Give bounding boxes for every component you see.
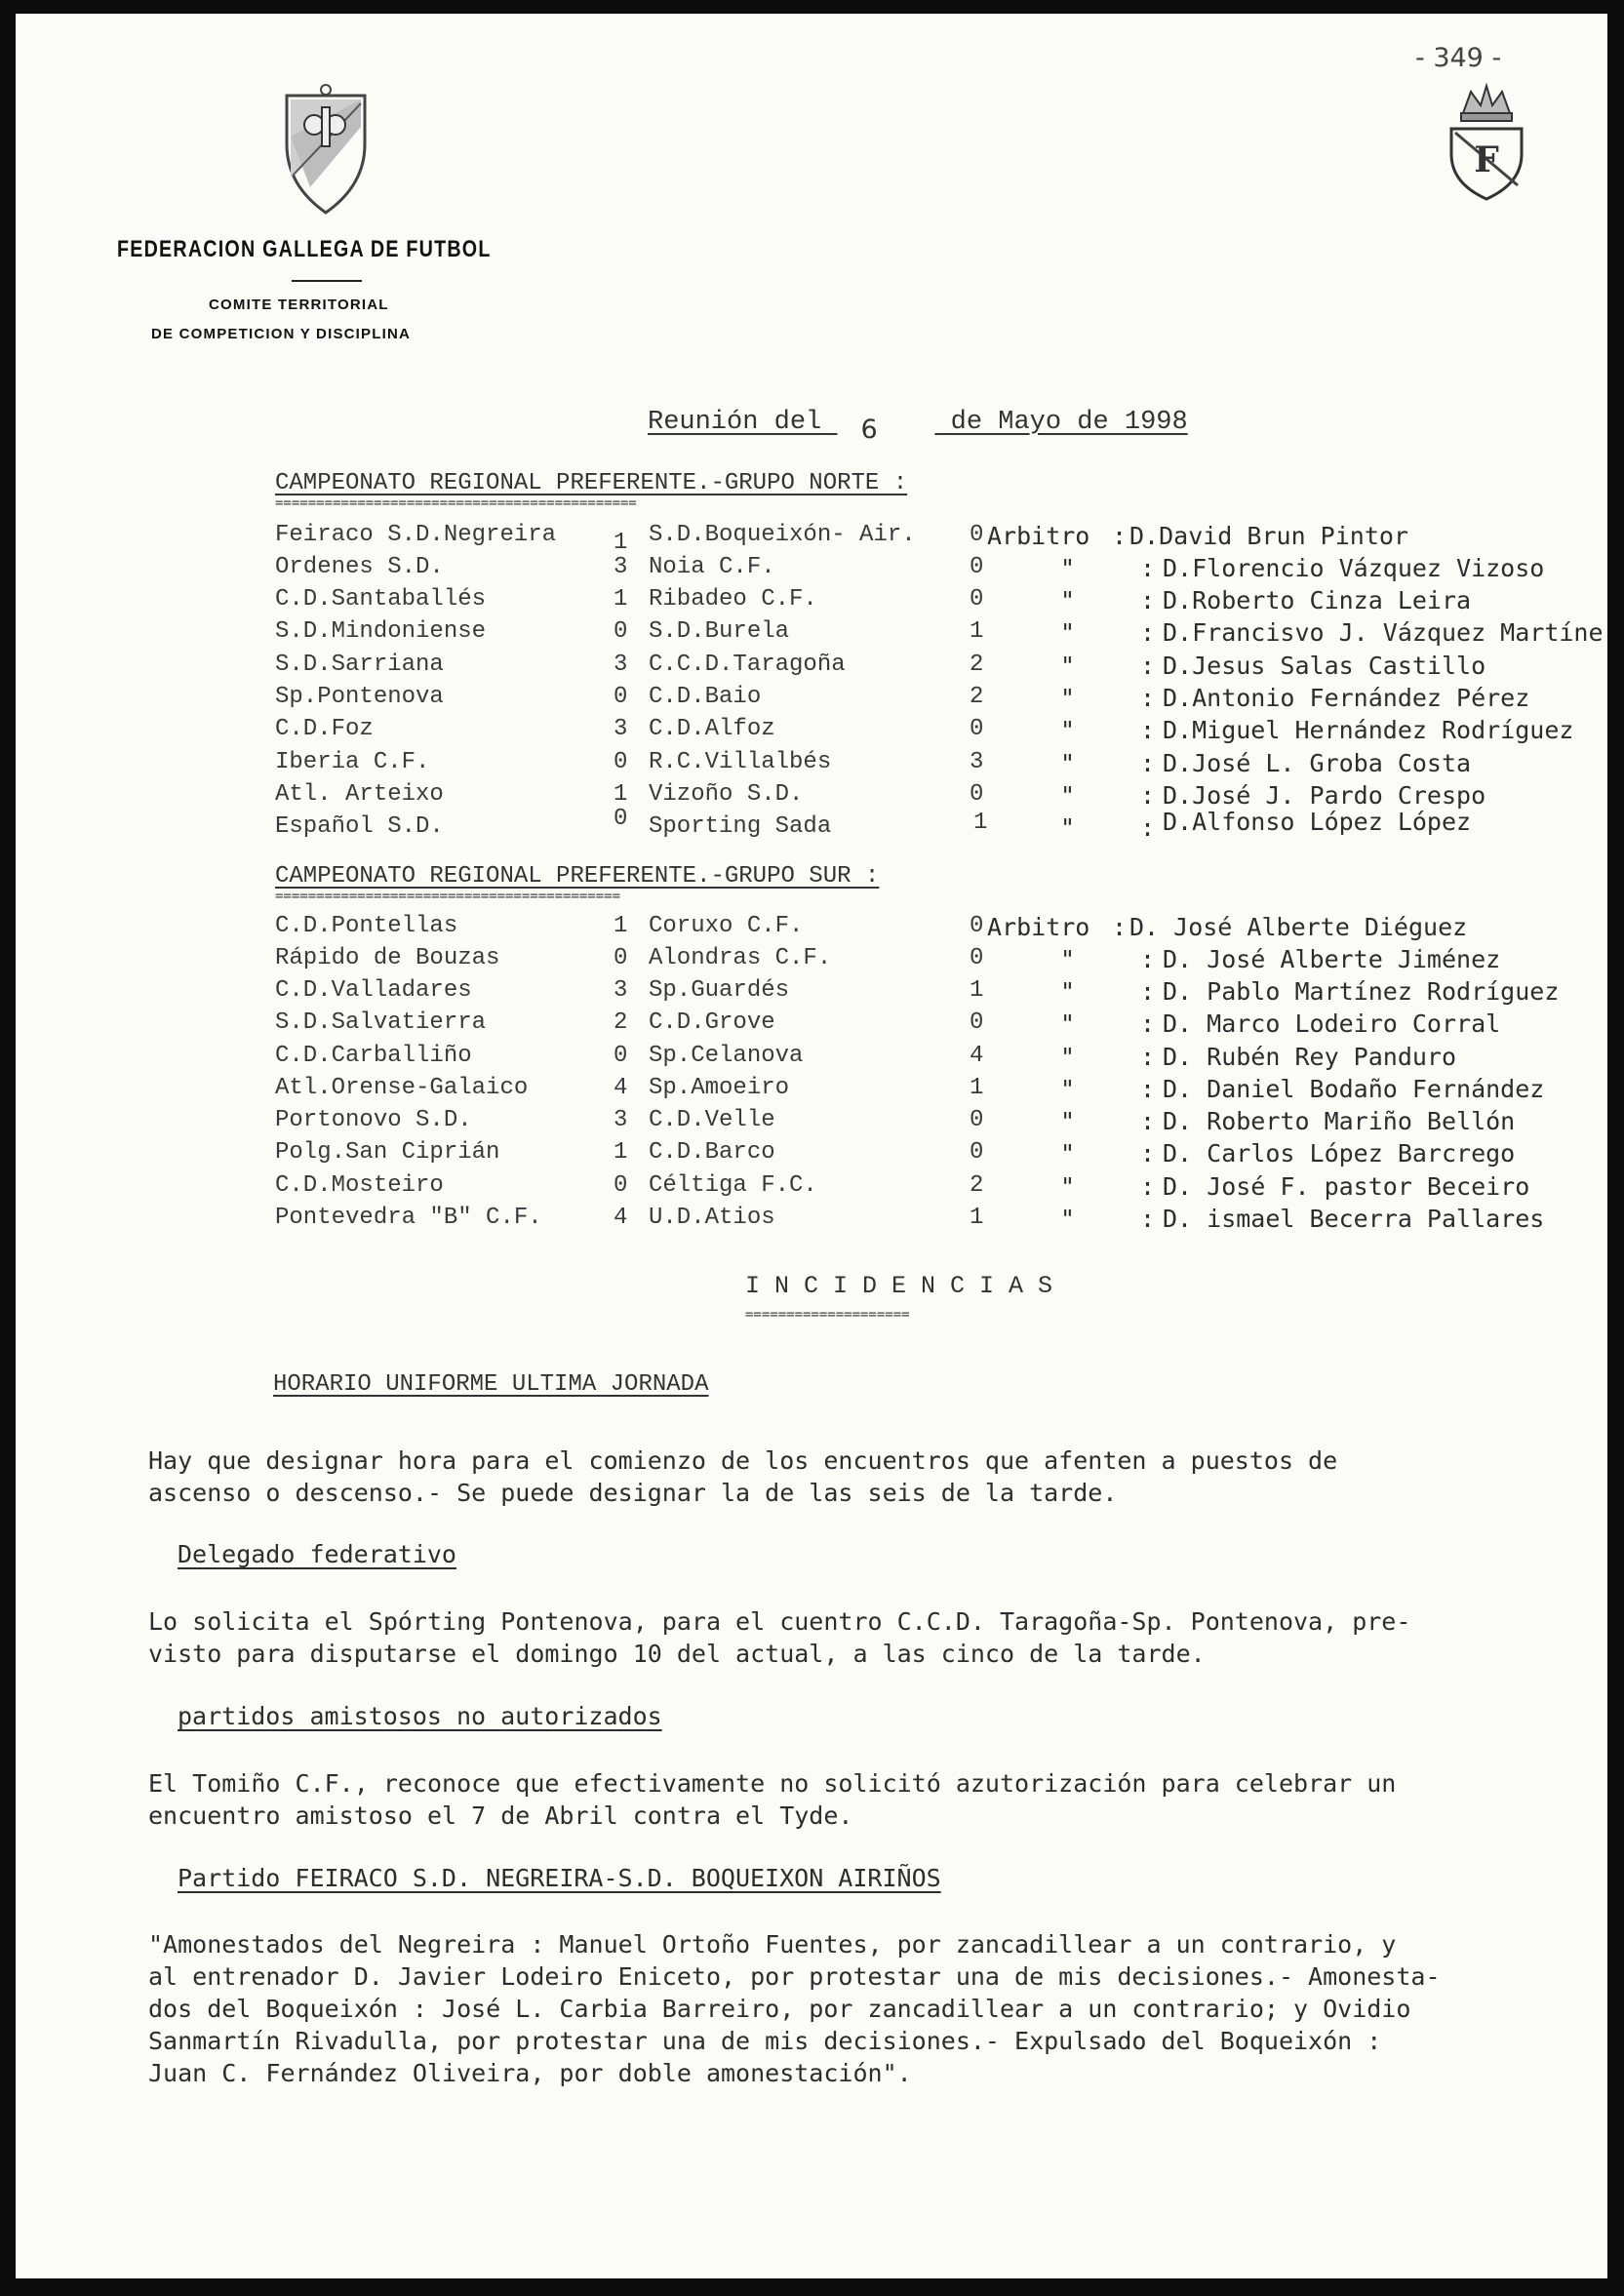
header-divider bbox=[292, 280, 362, 282]
match-cell: : bbox=[1112, 522, 1128, 550]
match-cell: : bbox=[1140, 945, 1156, 973]
match-cell: C.D.Valladares bbox=[275, 977, 472, 1004]
match-cell: 0 bbox=[614, 749, 628, 775]
match-cell: " bbox=[1060, 554, 1076, 582]
match-cell: 1 bbox=[614, 781, 628, 808]
federation-name: FEDERACION GALLEGA DE FUTBOL bbox=[117, 236, 492, 262]
match-cell: : bbox=[1112, 913, 1128, 941]
match-cell: D.José L. Groba Costa bbox=[1163, 749, 1472, 777]
match-cell: 1 bbox=[614, 1139, 628, 1166]
match-cell: " bbox=[1060, 618, 1076, 647]
match-cell: D. Rubén Rey Panduro bbox=[1163, 1043, 1457, 1071]
match-cell: : bbox=[1140, 977, 1156, 1006]
match-cell: Sporting Sada bbox=[649, 813, 832, 840]
match-cell: D. Pablo Martínez Rodríguez bbox=[1163, 977, 1560, 1006]
match-cell: " bbox=[1060, 1139, 1076, 1168]
match-cell: C.D.Grove bbox=[649, 1009, 775, 1036]
match-cell: 0 bbox=[614, 684, 628, 710]
match-cell: Alondras C.F. bbox=[649, 945, 832, 971]
match-cell: Sp.Guardés bbox=[649, 977, 790, 1004]
match-cell: " bbox=[1060, 1075, 1076, 1103]
match-cell: Polg.San Ciprián bbox=[275, 1139, 500, 1166]
meeting-title bbox=[648, 408, 1188, 445]
match-cell: Ribadeo C.F. bbox=[649, 586, 817, 613]
match-cell: Iberia C.F. bbox=[275, 749, 430, 775]
match-cell: 0 bbox=[970, 586, 984, 613]
match-cell: : bbox=[1140, 554, 1156, 582]
heading-amistosos: partidos amistosos no autorizados bbox=[178, 1702, 662, 1730]
match-cell: 2 bbox=[614, 1009, 628, 1036]
match-cell: : bbox=[1140, 813, 1156, 842]
heading-partido: Partido FEIRACO S.D. NEGREIRA-S.D. BOQUEIXON AIRIÑOS bbox=[178, 1864, 941, 1892]
match-cell: 0 bbox=[970, 1009, 984, 1036]
match-cell: : bbox=[1140, 684, 1156, 712]
match-cell: D.Roberto Cinza Leira bbox=[1163, 586, 1472, 614]
match-cell: R.C.Villalbés bbox=[649, 749, 832, 775]
match-cell: 3 bbox=[614, 716, 628, 742]
match-cell: D. José Alberte Diéguez bbox=[1129, 913, 1468, 941]
match-cell: D. Carlos López Barcrego bbox=[1163, 1139, 1516, 1168]
match-cell: D. ismael Becerra Pallares bbox=[1163, 1205, 1545, 1233]
match-cell: 0 bbox=[970, 522, 984, 548]
match-cell: Rápido de Bouzas bbox=[275, 945, 500, 971]
committee-line-1: COMITE TERRITORIAL bbox=[209, 297, 389, 313]
match-cell: S.D.Burela bbox=[649, 618, 790, 645]
meeting-prefix: Reunión del bbox=[648, 408, 822, 437]
committee-line-2: DE COMPETICION Y DISCIPLINA bbox=[151, 326, 412, 342]
match-cell: 0 bbox=[970, 716, 984, 742]
match-cell: : bbox=[1140, 1075, 1156, 1103]
match-cell: 4 bbox=[614, 1205, 628, 1231]
match-cell: Ordenes S.D. bbox=[275, 554, 444, 580]
match-cell: 4 bbox=[614, 1075, 628, 1101]
match-cell: C.D.Velle bbox=[649, 1107, 775, 1133]
match-cell: Atl. Arteixo bbox=[275, 781, 444, 808]
match-cell: D.Francisvo J. Vázquez Martíne bbox=[1163, 618, 1604, 647]
match-cell: : bbox=[1140, 1043, 1156, 1071]
match-cell: Español S.D. bbox=[275, 813, 444, 840]
match-cell: 2 bbox=[970, 652, 984, 678]
match-cell: C.D.Foz bbox=[275, 716, 374, 742]
match-cell: D.José J. Pardo Crespo bbox=[1163, 781, 1486, 810]
meeting-suffix: de Mayo de 1998 bbox=[950, 408, 1188, 437]
match-cell: 0 bbox=[970, 1139, 984, 1166]
match-cell: : bbox=[1140, 1205, 1156, 1233]
match-cell: Feiraco S.D.Negreira bbox=[275, 522, 557, 548]
match-cell: 1 bbox=[970, 1205, 984, 1231]
match-cell: : bbox=[1140, 1139, 1156, 1168]
match-cell: U.D.Atios bbox=[649, 1205, 775, 1231]
match-cell: D.Antonio Fernández Pérez bbox=[1163, 684, 1530, 712]
match-cell: " bbox=[1060, 684, 1076, 712]
match-cell: 0 bbox=[614, 806, 628, 832]
match-cell: C.D.Alfoz bbox=[649, 716, 775, 742]
match-cell: D. Daniel Bodaño Fernández bbox=[1163, 1075, 1545, 1103]
match-cell: D. Marco Lodeiro Corral bbox=[1163, 1009, 1501, 1038]
match-cell: Atl.Orense-Galaico bbox=[275, 1075, 529, 1101]
svg-text:F: F bbox=[1474, 139, 1499, 180]
match-cell: 3 bbox=[614, 554, 628, 580]
match-cell: 2 bbox=[970, 1172, 984, 1199]
match-cell: Coruxo C.F. bbox=[649, 913, 804, 939]
incidencias-underline: ==================== bbox=[745, 1307, 910, 1323]
match-cell: " bbox=[1060, 945, 1076, 973]
match-cell: : bbox=[1140, 1172, 1156, 1201]
match-cell: " bbox=[1060, 1107, 1076, 1135]
match-cell: 0 bbox=[970, 554, 984, 580]
federation-shield-logo bbox=[281, 78, 371, 217]
paragraph-delegado: Lo solicita el Spórting Pontenova, para el cuentro C.C.D. Taragoña-Sp. Pontenova, pre- visto para disputarse el domingo 10 del actual, a las cinco de la tarde. bbox=[148, 1607, 1411, 1668]
match-cell: D. José Alberte Jiménez bbox=[1163, 945, 1501, 973]
section-norte-underline: ============================================ bbox=[275, 495, 637, 511]
match-cell: Vizoño S.D. bbox=[649, 781, 804, 808]
match-cell: Arbitro bbox=[987, 522, 1090, 550]
match-cell: 0 bbox=[614, 1172, 628, 1199]
document-page bbox=[16, 14, 1607, 2278]
match-cell: C.D.Santaballés bbox=[275, 586, 487, 613]
match-cell: 0 bbox=[970, 913, 984, 939]
match-cell: " bbox=[1060, 749, 1076, 777]
match-cell: : bbox=[1140, 586, 1156, 614]
match-cell: C.C.D.Taragoña bbox=[649, 652, 846, 678]
match-cell: 3 bbox=[614, 977, 628, 1004]
match-cell: 0 bbox=[970, 945, 984, 971]
match-cell: C.D.Pontellas bbox=[275, 913, 458, 939]
match-cell: 0 bbox=[614, 618, 628, 645]
section-sur-underline: ========================================== bbox=[275, 889, 621, 904]
match-cell: 0 bbox=[970, 781, 984, 808]
match-cell: C.D.Baio bbox=[649, 684, 762, 710]
match-cell: " bbox=[1060, 1205, 1076, 1233]
match-cell: Sp.Amoeiro bbox=[649, 1075, 790, 1101]
section-norte-title: CAMPEONATO REGIONAL PREFERENTE.-GRUPO NORTE : bbox=[275, 470, 908, 496]
incidencias-title: I N C I D E N C I A S bbox=[745, 1272, 1053, 1300]
match-cell: : bbox=[1140, 1009, 1156, 1038]
crown-crest-logo bbox=[1442, 78, 1531, 205]
match-cell: 3 bbox=[970, 749, 984, 775]
match-cell: Sp.Pontenova bbox=[275, 684, 444, 710]
match-cell: 0 bbox=[614, 945, 628, 971]
match-cell: Arbitro bbox=[987, 913, 1090, 941]
match-cell: D.Miguel Hernández Rodríguez bbox=[1163, 716, 1574, 744]
match-cell: Sp.Celanova bbox=[649, 1043, 804, 1069]
match-cell: " bbox=[1060, 1043, 1076, 1071]
match-cell: 1 bbox=[970, 618, 984, 645]
match-cell: D. José F. pastor Beceiro bbox=[1163, 1172, 1530, 1201]
match-cell: S.D.Mindoniense bbox=[275, 618, 487, 645]
match-cell: 2 bbox=[970, 684, 984, 710]
match-cell: S.D.Boqueixón- Air. bbox=[649, 522, 916, 548]
match-cell: C.D.Barco bbox=[649, 1139, 775, 1166]
match-cell: 1 bbox=[970, 977, 984, 1004]
match-cell: Céltiga F.C. bbox=[649, 1172, 817, 1199]
match-cell: " bbox=[1060, 781, 1076, 810]
match-cell: D.Jesus Salas Castillo bbox=[1163, 652, 1486, 680]
match-cell: D. Roberto Mariño Bellón bbox=[1163, 1107, 1516, 1135]
match-cell: 1 bbox=[973, 810, 988, 836]
match-cell: : bbox=[1140, 652, 1156, 680]
match-cell: S.D.Sarriana bbox=[275, 652, 444, 678]
match-cell: " bbox=[1060, 813, 1076, 842]
match-cell: 3 bbox=[614, 652, 628, 678]
match-cell: " bbox=[1060, 652, 1076, 680]
match-cell: 0 bbox=[970, 1107, 984, 1133]
paragraph-partido: "Amonestados del Negreira : Manuel Ortoño Fuentes, por zancadillear a un contrario, y al entrenador D. Javier Lodeiro Eniceto, por protestar una de mis decisiones.- Amonesta- dos del Boqueixón : José L. Carbia Barreiro, por zancadillear a un contrario; y Ovidio Sanmartín Rivadulla, por protestar una de mis decisiones.- Expulsado del Boqueixón : Juan C. Fernández Oliveira, por doble amonestación". bbox=[148, 1930, 1441, 2087]
match-cell: 1 bbox=[970, 1075, 984, 1101]
heading-delegado: Delegado federativo bbox=[178, 1540, 456, 1568]
match-cell: D.Florencio Vázquez Vizoso bbox=[1163, 554, 1545, 582]
match-cell: C.D.Carballiño bbox=[275, 1043, 472, 1069]
section-sur-title: CAMPEONATO REGIONAL PREFERENTE.-GRUPO SUR : bbox=[275, 863, 880, 890]
match-cell: : bbox=[1140, 749, 1156, 777]
match-cell: 1 bbox=[614, 530, 628, 556]
paragraph-horario: Hay que designar hora para el comienzo de los encuentros que afenten a puestos de ascenso o descenso.- Se puede designar la de las seis de la tarde. bbox=[148, 1446, 1338, 1507]
match-cell: 1 bbox=[614, 586, 628, 613]
meeting-day: 6 bbox=[860, 415, 878, 445]
match-cell: " bbox=[1060, 1172, 1076, 1201]
match-cell: : bbox=[1140, 716, 1156, 744]
match-cell: " bbox=[1060, 1009, 1076, 1038]
match-cell: : bbox=[1140, 618, 1156, 647]
match-cell: Noia C.F. bbox=[649, 554, 775, 580]
match-cell: 3 bbox=[614, 1107, 628, 1133]
heading-horario: HORARIO UNIFORME ULTIMA JORNADA bbox=[273, 1371, 709, 1398]
match-cell: 4 bbox=[970, 1043, 984, 1069]
match-cell: " bbox=[1060, 977, 1076, 1006]
match-cell: S.D.Salvatierra bbox=[275, 1009, 487, 1036]
match-cell: : bbox=[1140, 1107, 1156, 1135]
match-cell: " bbox=[1060, 716, 1076, 744]
match-cell: C.D.Mosteiro bbox=[275, 1172, 444, 1199]
match-cell: D.David Brun Pintor bbox=[1129, 522, 1408, 550]
paragraph-amistosos: El Tomiño C.F., reconoce que efectivamente no solicitó azutorización para celebrar un encuentro amistoso el 7 de Abril contra el Tyde. bbox=[148, 1769, 1397, 1830]
match-cell: 1 bbox=[614, 913, 628, 939]
match-cell: 0 bbox=[614, 1043, 628, 1069]
match-cell: Pontevedra "B" C.F. bbox=[275, 1205, 542, 1231]
match-cell: D.Alfonso López López bbox=[1163, 808, 1472, 836]
match-cell: Portonovo S.D. bbox=[275, 1107, 472, 1133]
match-cell: : bbox=[1140, 781, 1156, 810]
page-number: - 349 - bbox=[1415, 43, 1502, 73]
match-cell: " bbox=[1060, 586, 1076, 614]
